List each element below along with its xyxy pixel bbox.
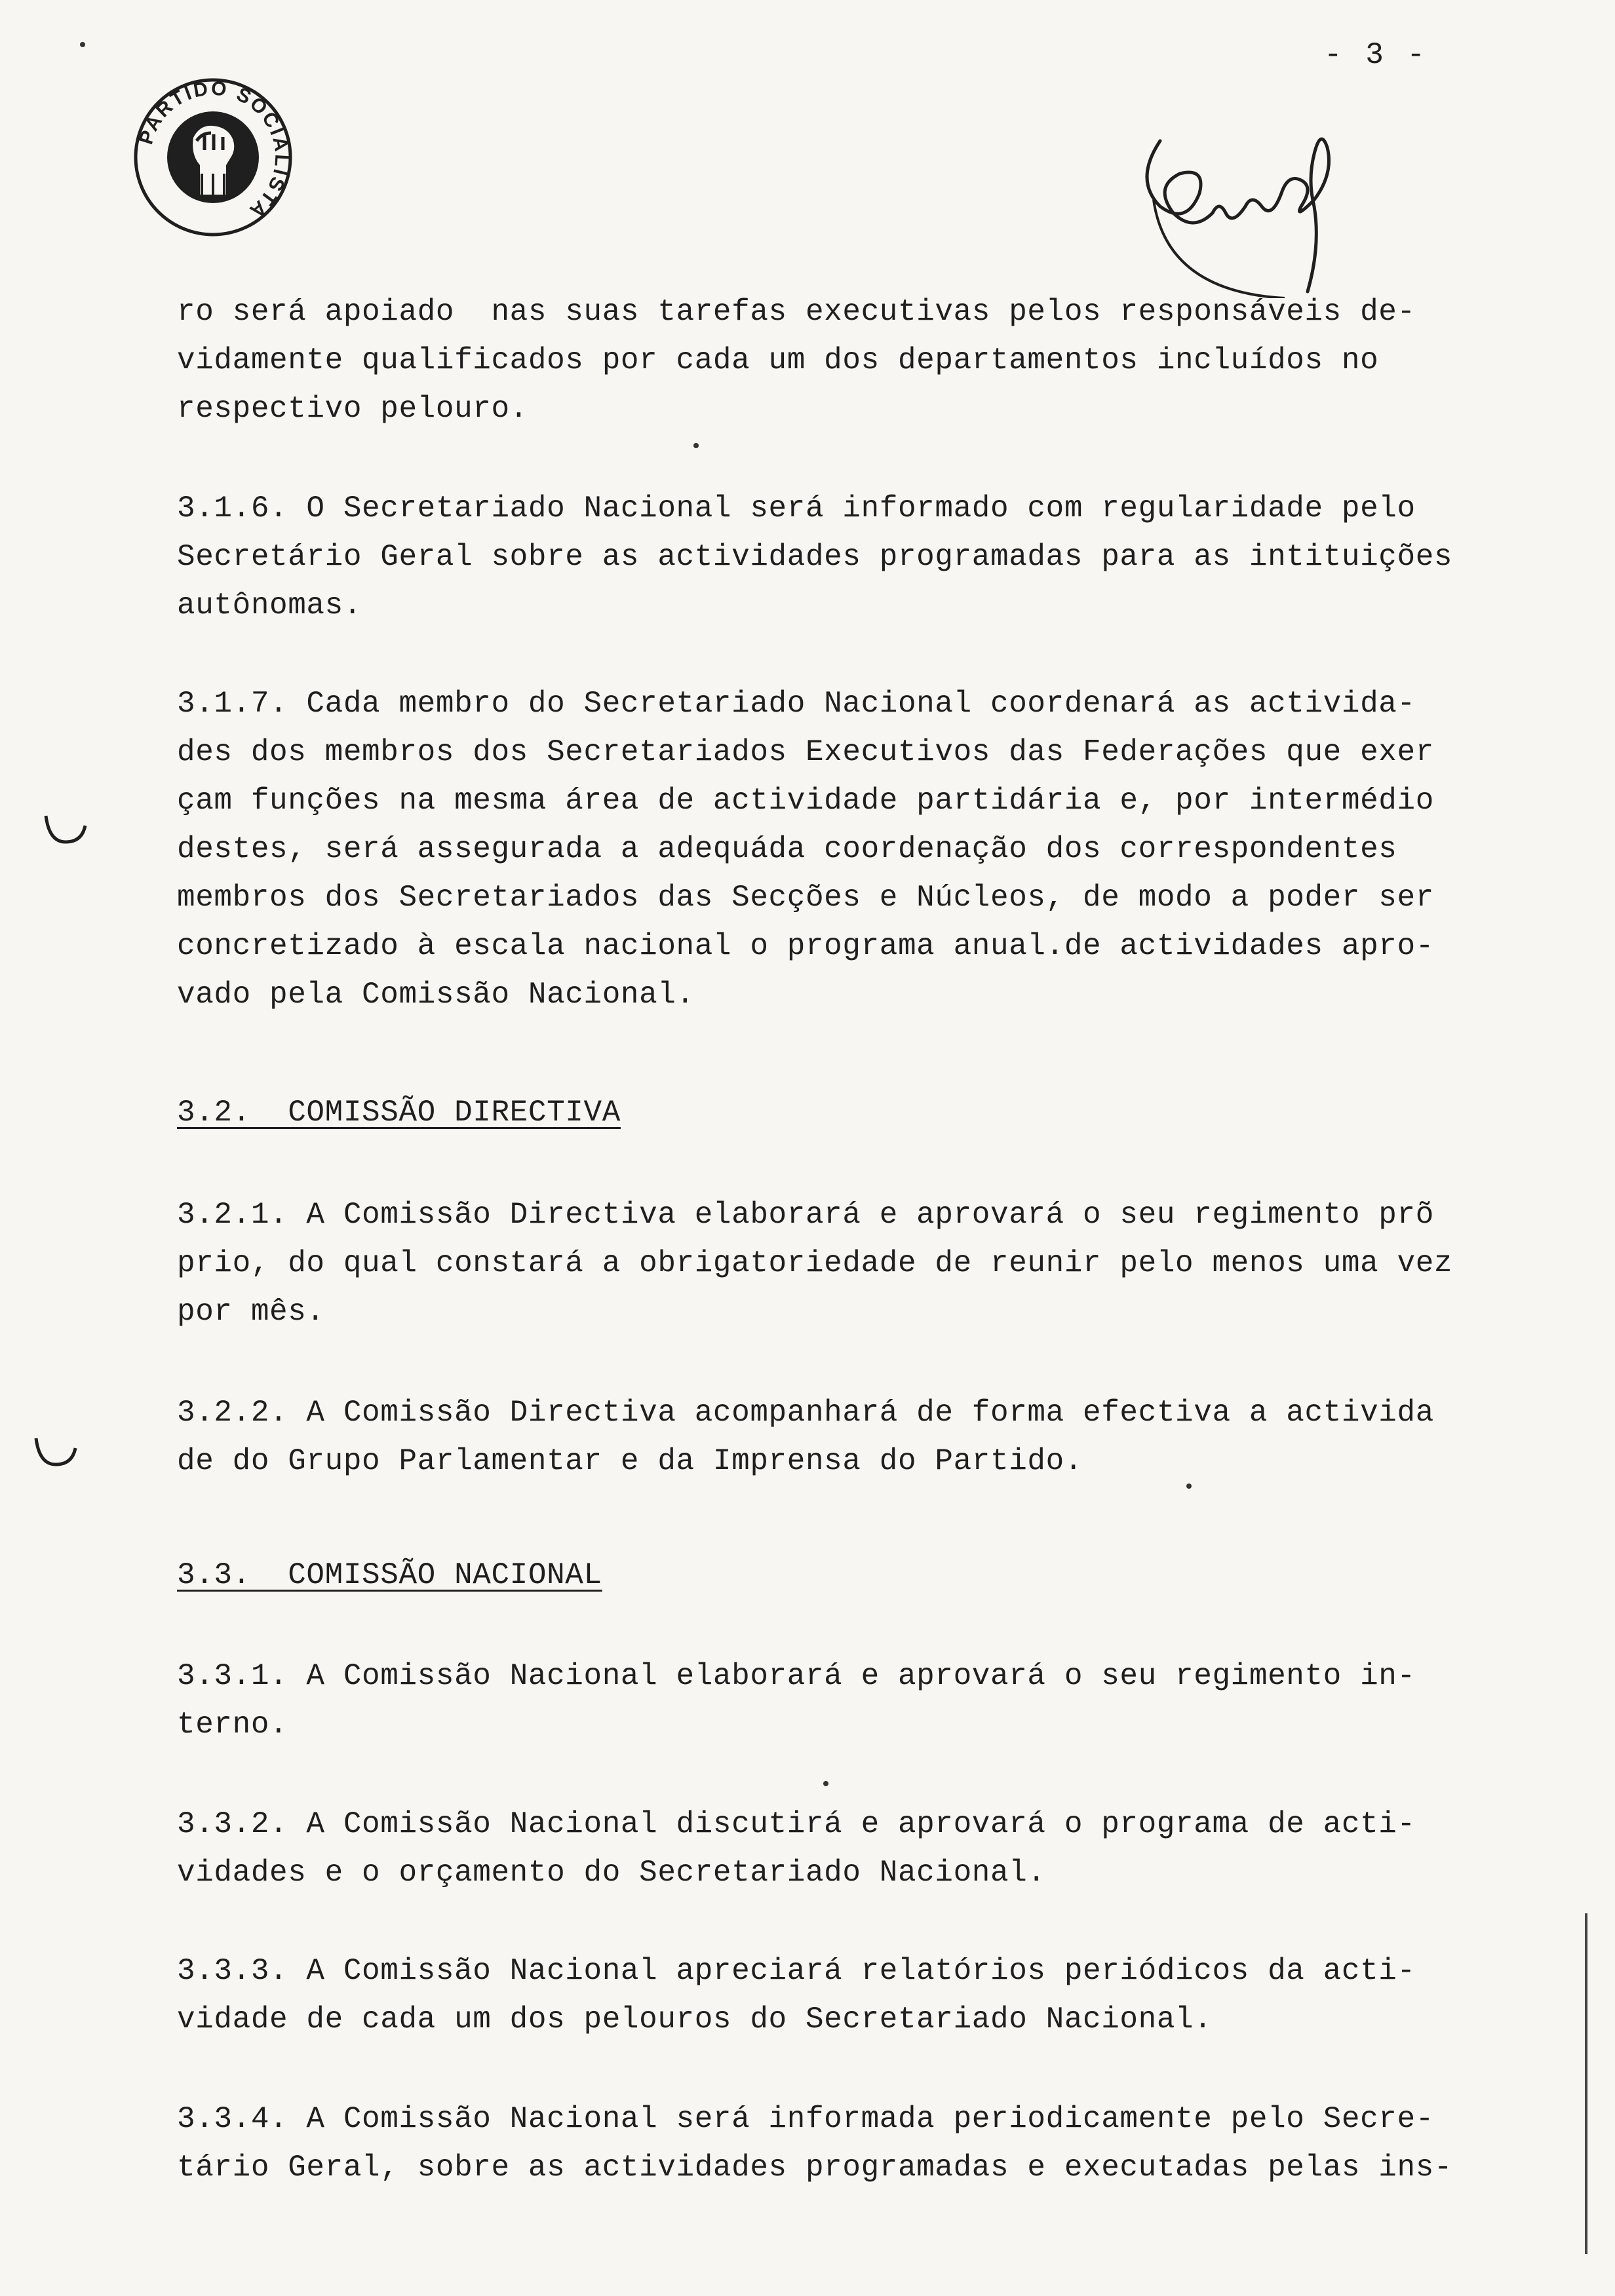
- body-line: respectivo pelouro.: [177, 392, 528, 426]
- body-line: destes, será assegurada a adequáda coordenação dos correspondentes: [177, 832, 1397, 866]
- svg-text:PARTIDO SOCIALISTA: PARTIDO SOCIALISTA: [135, 77, 293, 223]
- body-line: vado pela Comissão Nacional.: [177, 978, 695, 1012]
- body-line: des dos membros dos Secretariados Executivos das Federações que exer: [177, 735, 1434, 769]
- body-line: tário Geral, sobre as actividades programadas e executadas pelas ins-: [177, 2151, 1453, 2185]
- body-line: terno.: [177, 1708, 288, 1742]
- body-line: Secretário Geral sobre as actividades programadas para as intituições: [177, 540, 1453, 574]
- body-line: 3.2.2. A Comissão Directiva acompanhará de forma efectiva a activida: [177, 1396, 1434, 1430]
- body-line: por mês.: [177, 1295, 325, 1329]
- body-line: 3.3.2. A Comissão Nacional discutirá e aprovará o programa de acti-: [177, 1807, 1416, 1841]
- scan-speck: [823, 1781, 828, 1786]
- handwritten-signature: [1114, 62, 1403, 298]
- body-line: 3.3.1. A Comissão Nacional elaborará e aprovará o seu regimento in-: [177, 1659, 1416, 1693]
- body-line: autônomas.: [177, 588, 362, 622]
- body-line: 3.1.6. O Secretariado Nacional será informado com regularidade pelo: [177, 491, 1416, 526]
- body-line: concretizado à escala nacional o programa anual.de actividades apro-: [177, 929, 1434, 963]
- body-line: 3.3.3. A Comissão Nacional apreciará relatórios periódicos da acti-: [177, 1954, 1416, 1988]
- body-line: 3.1.7. Cada membro do Secretariado Nacional coordenará as activida-: [177, 687, 1416, 721]
- body-line: vidamente qualificados por cada um dos departamentos incluídos no: [177, 343, 1379, 377]
- scan-speck: [80, 42, 85, 47]
- section-heading: 3.3. COMISSÃO NACIONAL: [177, 1558, 602, 1592]
- page-number: - 3 -: [1324, 38, 1428, 72]
- body-line: çam funções na mesma área de actividade partidária e, por intermédio: [177, 784, 1434, 818]
- body-line: 3.2.1. A Comissão Directiva elaborará e aprovará o seu regimento prõ: [177, 1198, 1434, 1232]
- body-line: ro será apoiado nas suas tarefas executivas pelos responsáveis de-: [177, 295, 1416, 329]
- body-line: vidade de cada um dos pelouros do Secretariado Nacional.: [177, 2002, 1213, 2037]
- scan-speck: [1186, 1483, 1192, 1489]
- body-line: 3.3.4. A Comissão Nacional será informada periodicamente pelo Secre-: [177, 2102, 1434, 2136]
- binding-hole-mark: [33, 1435, 79, 1468]
- section-heading: 3.2. COMISSÃO DIRECTIVA: [177, 1096, 621, 1130]
- body-line: de do Grupo Parlamentar e da Imprensa do Partido.: [177, 1444, 1083, 1478]
- partido-socialista-logo: [131, 75, 295, 239]
- body-line: vidades e o orçamento do Secretariado Nacional.: [177, 1856, 1046, 1890]
- binding-hole-mark: [43, 813, 88, 845]
- body-line: prio, do qual constará a obrigatoriedade de reunir pelo menos uma vez: [177, 1246, 1453, 1280]
- scan-edge-line: [1585, 1913, 1587, 2254]
- scan-speck: [693, 443, 699, 448]
- body-line: membros dos Secretariados das Secções e Núcleos, de modo a poder ser: [177, 881, 1434, 915]
